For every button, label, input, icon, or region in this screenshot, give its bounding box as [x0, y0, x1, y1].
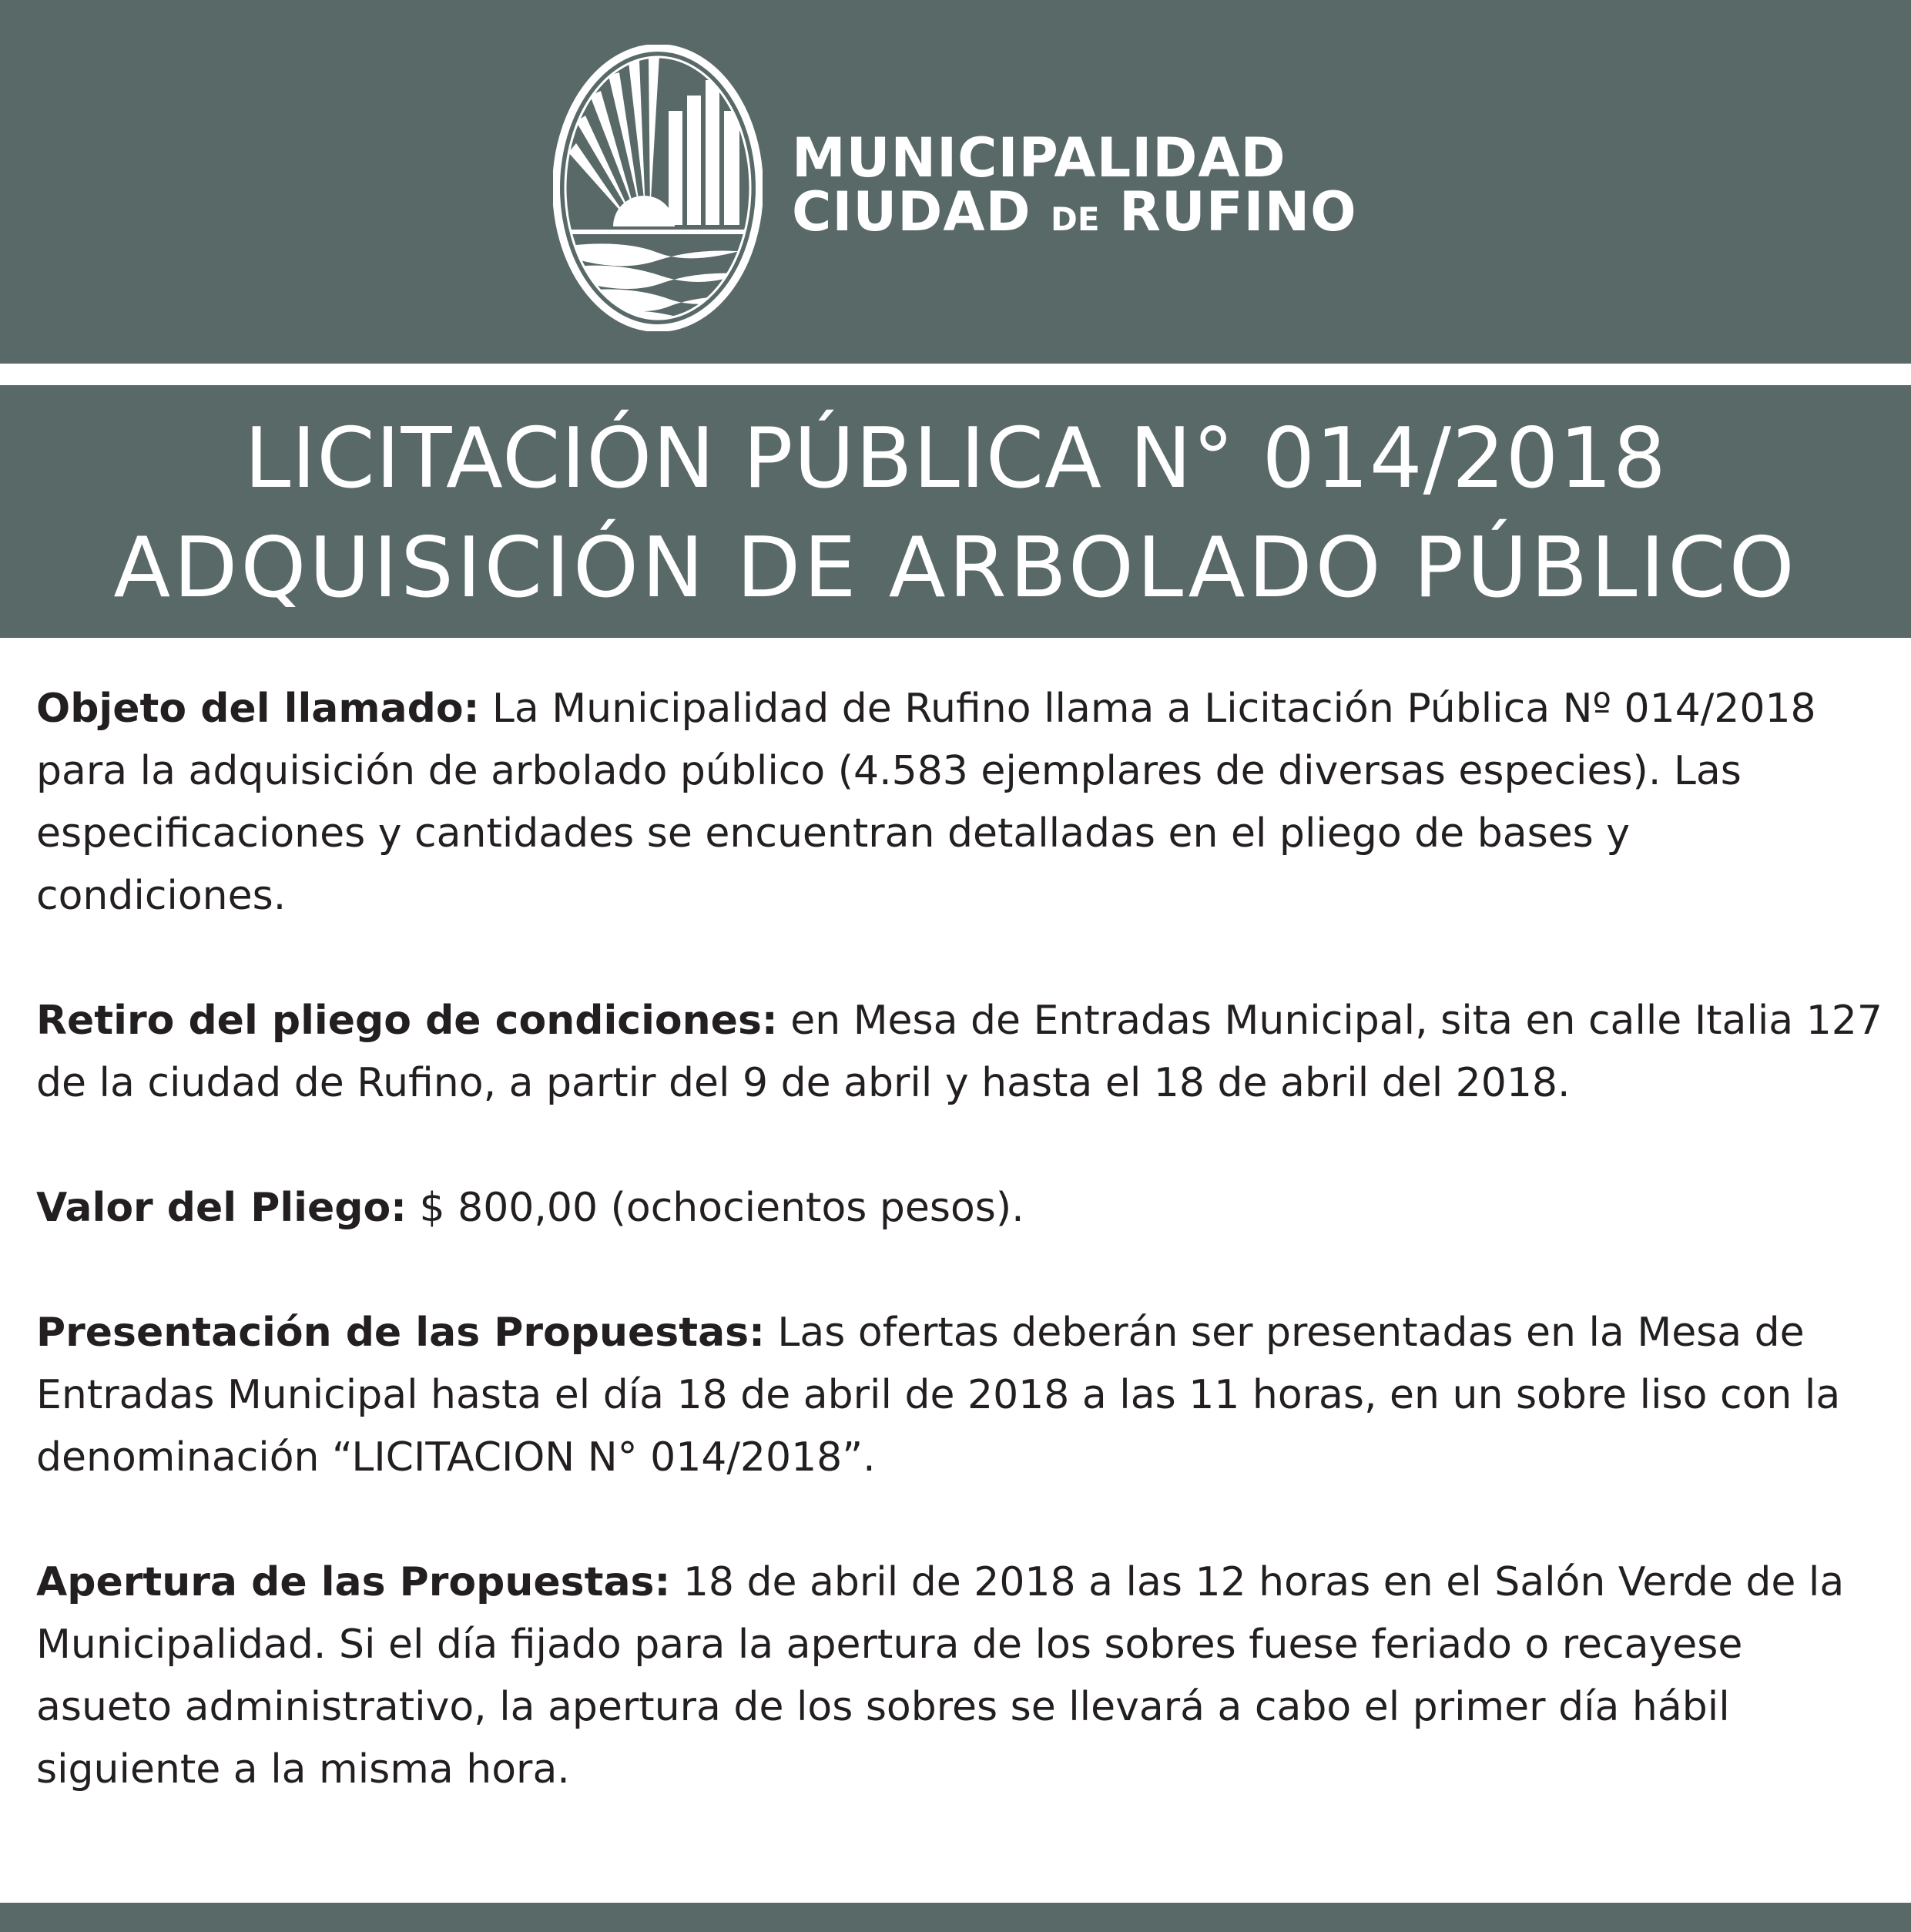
- section-retiro: [36, 990, 1885, 1115]
- page-title-line1: LICITACIÓN PÚBLICA N° 014/2018: [244, 411, 1667, 507]
- section-objeto: [36, 678, 1885, 927]
- title-band: [0, 385, 1911, 638]
- section-text: $ 800,00 (ochocientos pesos).: [406, 1185, 1024, 1231]
- section-label: Apertura de las Propuestas:: [36, 1559, 671, 1605]
- footer-band: [0, 1903, 1911, 1932]
- section-apertura: [36, 1551, 1885, 1801]
- section-text: 18 de abril de 2018 a las 12 horas en el Salón Verde de la Municipalidad. Si el día fijado para la apertura de los sobres fuese feriado o recayese asueto administrativo, la apertura de los sobres se llevará a cabo el primer día hábil siguiente a la misma hora.: [36, 1559, 1845, 1793]
- page-title-line2: ADQUISICIÓN DE ARBOLADO PÚBLICO: [113, 520, 1798, 616]
- notice-body: [36, 678, 1885, 1863]
- logo-title-line2: [792, 180, 1357, 243]
- section-text: en Mesa de Entradas Municipal, sita en calle Italia 127 de la ciudad de Rufino, a partir del 9 de abril y hasta el 18 de abril del 2018.: [36, 998, 1883, 1106]
- section-label: Retiro del pliego de condiciones:: [36, 998, 778, 1044]
- section-valor: [36, 1177, 1885, 1239]
- section-presentacion: [36, 1302, 1885, 1489]
- section-text: Las ofertas deberán ser presentadas en la Mesa de Entradas Municipal hasta el día 18 de abril de 2018 a las 11 horas, en un sobre liso con la denominación “LICITACION N° 014/2018”.: [36, 1310, 1841, 1481]
- logo-word-rufino: RUFINO: [1118, 180, 1357, 243]
- logo-word-ciudad: CIUDAD: [792, 180, 1031, 243]
- logo-title-line1: MUNICIPALIDAD: [792, 126, 1286, 190]
- logo-word-de: DE: [1051, 200, 1100, 238]
- section-label: Valor del Pliego:: [36, 1185, 407, 1231]
- section-label: Objeto del llamado:: [36, 686, 480, 732]
- section-label: Presentación de las Propuestas:: [36, 1310, 765, 1356]
- header-band: [0, 0, 1911, 364]
- municipal-seal-icon: [553, 45, 763, 331]
- section-text: La Municipalidad de Rufino llama a Licitación Pública Nº 014/2018 para la adquisición de arbolado público (4.583 ejemplares de diversas especies). Las especificaciones y cantidades se encuentran detalladas en el pliego de bases y condiciones.: [36, 686, 1816, 919]
